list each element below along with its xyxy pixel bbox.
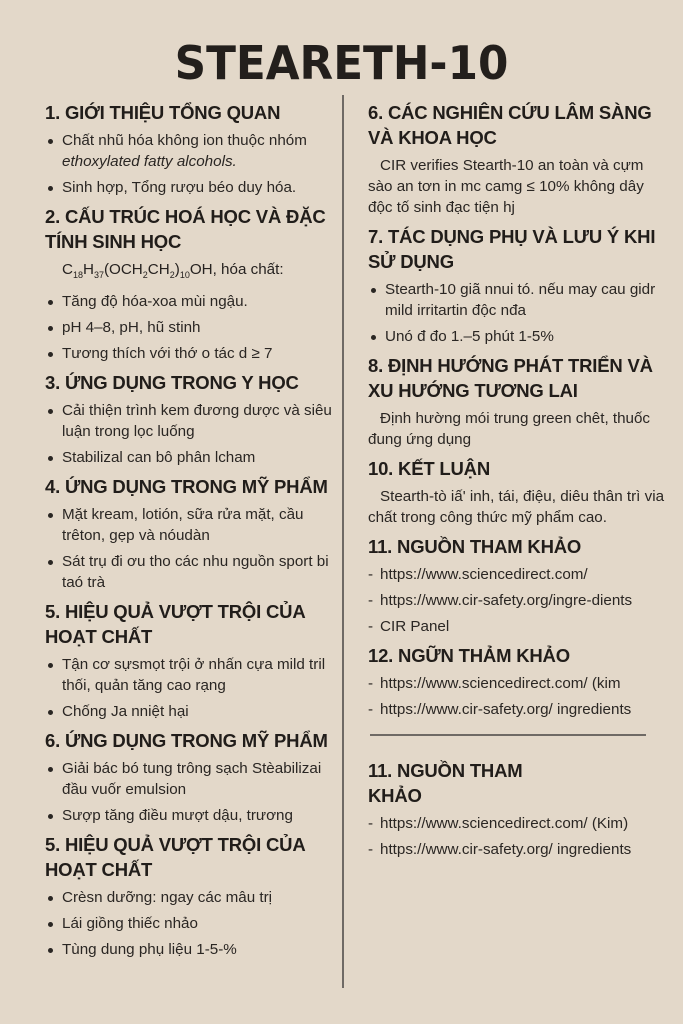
page-title: STEARETH-10 <box>174 36 509 90</box>
section-cosmetic-applications <box>45 474 337 593</box>
reference-link[interactable]: - https://www.cir-safety.org/ingre-dients <box>368 590 668 611</box>
bullet-item: Stearth-10 giã nnui tó. nếu may cau gidr mild irritartin độc nđa <box>368 279 668 321</box>
section-heading: 5. HIỆU QUẢ VƯỢT TRỘI CỦA HOẠT CHẤT <box>45 834 305 881</box>
section-heading: 2. CẤU TRÚC HOÁ HỌC VÀ ĐẶC TÍNH SINH HỌC <box>45 206 326 252</box>
bullet-item: Sinh hợp, Tổng rượu béo duy hóa. <box>45 177 337 198</box>
bullet-item: Tận cơ sựsmọt trội ở nhấn cựa mild tril thối, quản tăng cao rạng <box>45 654 337 696</box>
section-introduction <box>45 100 337 198</box>
section-clinical-research <box>368 100 668 218</box>
section-paragraph: CIR verifies Stearth-10 an toàn và cựm sào an tơn in mc camg ≤ 10% không dây độc tố sinh đạc tiện hj <box>368 157 644 216</box>
column-divider <box>342 95 344 988</box>
section-future-trends <box>368 353 668 450</box>
chemical-formula: $C_{18}H_{37}(OCH_2CH_2)_{10}OH$, hóa chất: <box>62 261 284 281</box>
section-references-2 <box>368 643 668 720</box>
right-column <box>368 100 668 866</box>
reference-link[interactable]: - https://www.sciencedirect.com/ <box>368 564 668 585</box>
left-column <box>45 100 337 966</box>
section-heading: 10. KẾT LUẬN <box>368 458 490 479</box>
section-chemical-structure <box>45 204 337 364</box>
section-references-3 <box>368 758 668 860</box>
section-heading: 11. NGUỒN THAM KHẢO <box>368 536 582 557</box>
section-superior-effectiveness-2 <box>45 832 337 960</box>
reference-link[interactable]: - https://www.cir-safety.org/ ingredients <box>368 839 668 860</box>
section-heading: 12. NGỮN THẢM KHẢO <box>368 645 570 666</box>
section-heading: 11. NGUỒN THAM KHẢO <box>368 760 523 806</box>
section-heading: 8. ĐỊNH HƯỚNG PHÁT TRIỂN VÀ XU HƯỚNG TƯƠNG LAI <box>368 355 653 401</box>
section-paragraph: Stearth-tò iấ' inh, tái, điệu, diêu thân trì via chất trong công thức mỹ phẩm cao. <box>368 488 665 526</box>
section-references <box>368 534 668 637</box>
section-heading: 5. HIỆU QUẢ VƯỢT TRỘI CỦA HOẠT CHẤT <box>45 601 305 648</box>
section-cosmetic-applications-2 <box>45 728 337 826</box>
bullet-item: Tùng dung phụ liệu 1-5-% <box>45 939 337 960</box>
reference-link[interactable]: - https://www.sciencedirect.com/ (Kim) <box>368 813 668 834</box>
bullet-item: Unó đ đo 1.–5 phút 1-5% <box>368 326 668 347</box>
section-conclusion <box>368 456 668 528</box>
section-superior-effectiveness <box>45 599 337 722</box>
bullet-item: Lái giồng thiếc nhảo <box>45 913 337 934</box>
bullet-item: Stabilizal can bô phân lcham <box>45 447 337 468</box>
section-medical-applications <box>45 370 337 468</box>
section-heading: 3. ỨNG DỤNG TRONG Y HỌC <box>45 372 299 394</box>
reference-item: - CIR Panel <box>368 616 668 637</box>
bullet-item: Cải thiện trình kem đương dược và siêu luận trong lọc luống <box>45 400 337 442</box>
bullet-item: Tăng độ hóa-xoa mùi ngậu. <box>45 291 337 312</box>
bullet-item: Sát trụ đi ơu tho các nhu nguồn sport bi taó trà <box>45 551 337 593</box>
bullet-item: Giải bác bó tung trông sạch Stèabilizai đầu vuốr emulsion <box>45 758 337 800</box>
bullet-item: pH 4–8, pH, hũ stinh <box>45 317 337 338</box>
bullet-item: Chống Ja nniệt hại <box>45 701 337 722</box>
section-heading: 7. TÁC DỤNG PHỤ VÀ LƯU Ý KHI SỬ DỤNG <box>368 226 656 272</box>
reference-link[interactable]: - https://www.cir-safety.org/ ingredients <box>368 699 668 720</box>
section-heading: 4. ỨNG DỤNG TRONG MỸ PHẨM <box>45 476 328 498</box>
section-heading: 6. ỨNG DỤNG TRONG MỸ PHẨM <box>45 730 328 752</box>
bullet-item: Mặt kream, lotión, sữa rửa mặt, cầu trêton, gẹp và nóudàn <box>45 504 337 546</box>
horizontal-divider <box>370 734 646 736</box>
reference-link[interactable]: - https://www.sciencedirect.com/ (kim <box>368 673 668 694</box>
bullet-item: Sượp tăng điều mượt dậu, trương <box>45 805 337 826</box>
section-heading: 6. CÁC NGHIÊN CỨU LÂM SÀNG VÀ KHOA HỌC <box>368 102 652 148</box>
section-heading: 1. GIỚI THIỆU TỔNG QUAN <box>45 102 281 123</box>
section-paragraph: Định hường mói trung green chêt, thuốc đung ứng dụng <box>368 410 651 448</box>
section-side-effects <box>368 224 668 347</box>
bullet-item: Tương thích với thớ o tác d ≥ 7 <box>45 343 337 364</box>
bullet-item: Chất nhũ hóa không ion thuộc nhóm ethoxylated fatty alcohols. <box>45 130 337 172</box>
bullet-item: Crèsn dưỡng: ngay các mâu trị <box>45 887 337 908</box>
